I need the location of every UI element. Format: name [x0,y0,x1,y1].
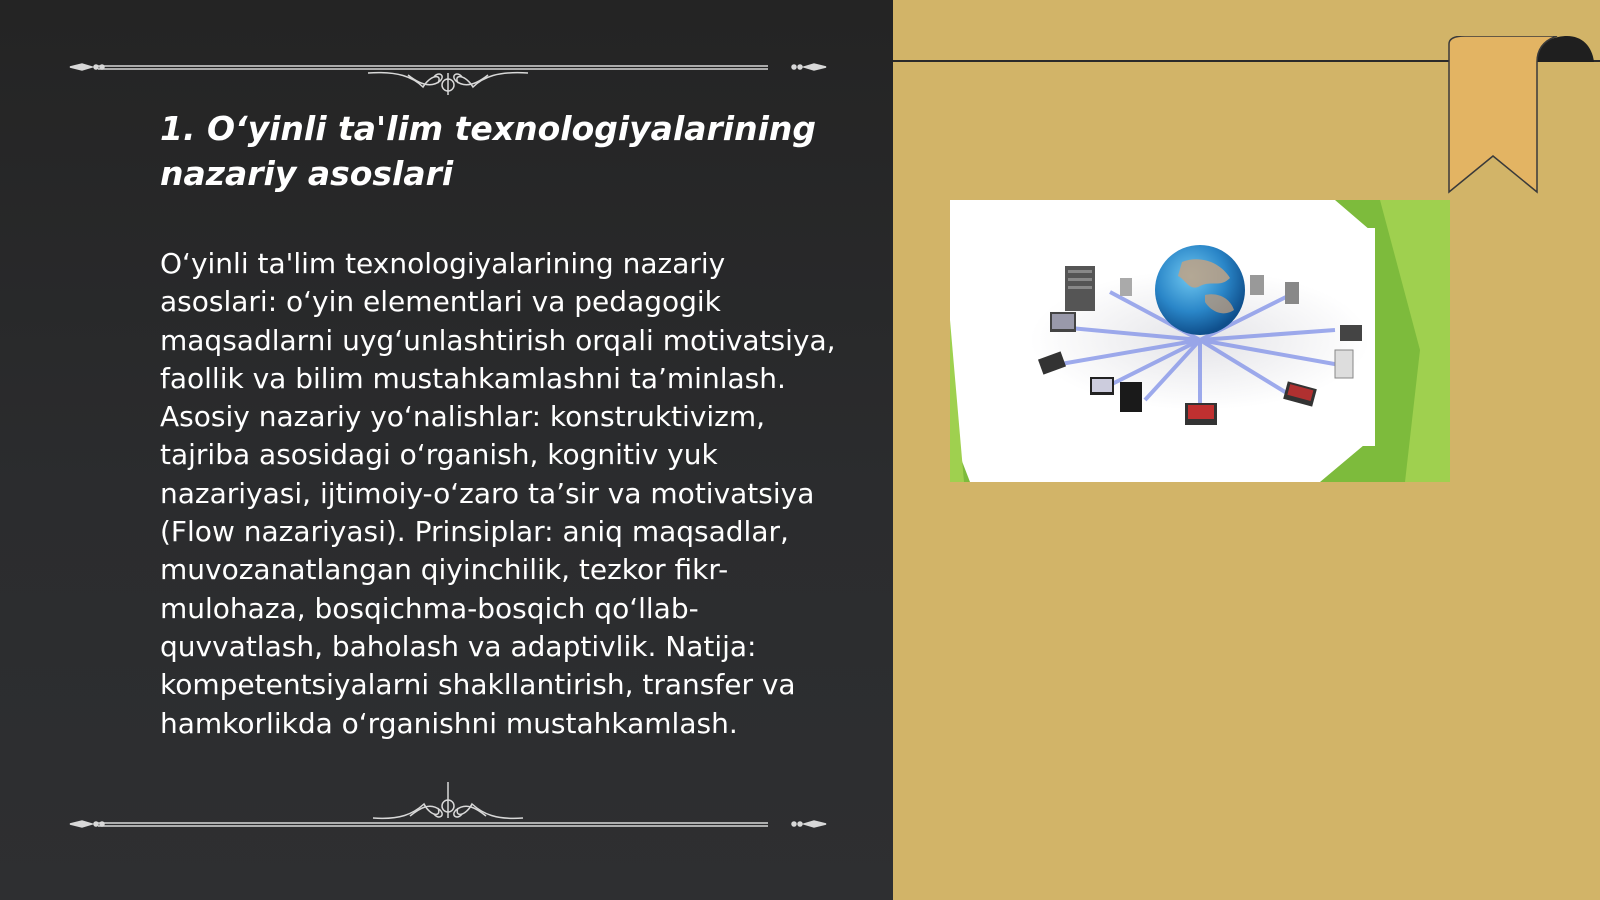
network-globe-image [950,200,1450,482]
bottom-ornament-divider [68,778,828,838]
bookmark-ribbon-icon [1437,36,1597,196]
slide-title: 1. O‘yinli ta'lim texnologiyalarining nazariy asoslari [160,109,817,193]
network-globe-illustration [950,200,1450,482]
top-ornament-divider [68,35,828,95]
slide-body-text: O‘yinli ta'lim texnologiyalarining nazariy asoslari: o‘yin elementlari va pedagogik maqsadlarni uyg‘unlashtirish orqali motivatsiya, faollik va bilim mustahkamlashni ta’minlash. Asosiy nazariy yo‘nalishlar: konstruktivizm, tajriba asosidagi o‘rganish, kognitiv yuk nazariyasi, ijtimoiy-o‘zaro ta’sir va motivatsiya (Flow nazariyasi). Prinsiplar: aniq maqsadlar, muvozanatlangan qiyinchilik, tezkor fikr-mulohaza, bosqichma-bosqich qo‘llab-quvvatlash, baholash va adaptivlik. Natija: kompetentsiyalarni shakllantirish, transfer va hamkorlikda o‘rganishni mustahkamlash. [160,247,836,740]
